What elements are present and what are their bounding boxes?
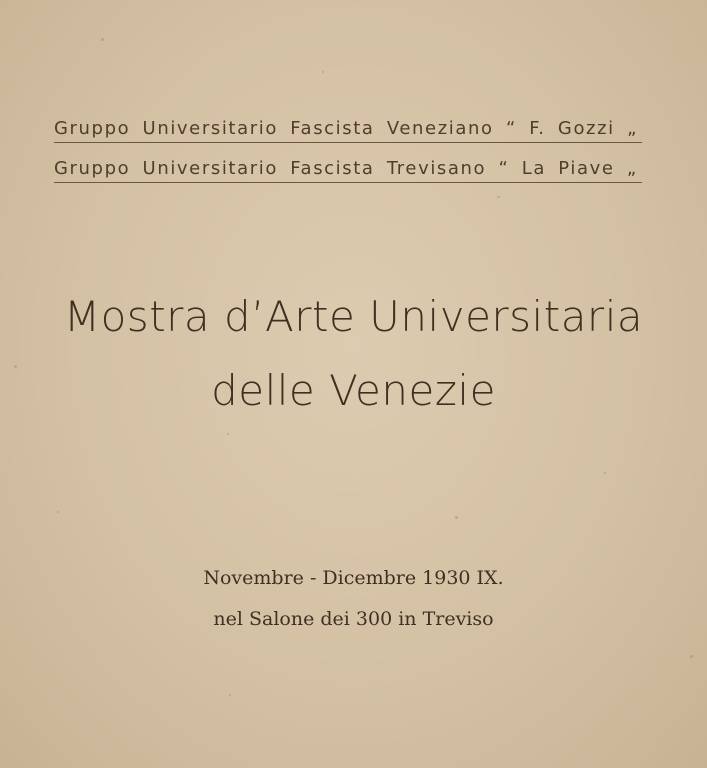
paper-speck [227,433,229,435]
paper-speck [101,38,104,41]
paper-speck [604,472,606,474]
exhibition-venue: nel Salone dei 300 in Treviso [213,608,494,630]
paper-speck [690,655,693,658]
header-line-treviso: Gruppo Universitario Fascista Trevisano “ La Piave „ [54,158,642,183]
paper-speck [57,511,59,513]
exhibition-dates: Novembre - Dicembre 1930 IX. [203,567,504,589]
paper-speck [497,196,500,198]
exhibition-title: Mostra d’Arte Universitaria [63,292,644,341]
paper-speck [322,71,324,73]
paper-speck [229,694,231,696]
header-line-venezia: Gruppo Universitario Fascista Veneziano “ F. Gozzi „ [54,118,642,143]
paper-speck [455,516,458,519]
exhibition-subtitle: delle Venezie [211,366,496,415]
